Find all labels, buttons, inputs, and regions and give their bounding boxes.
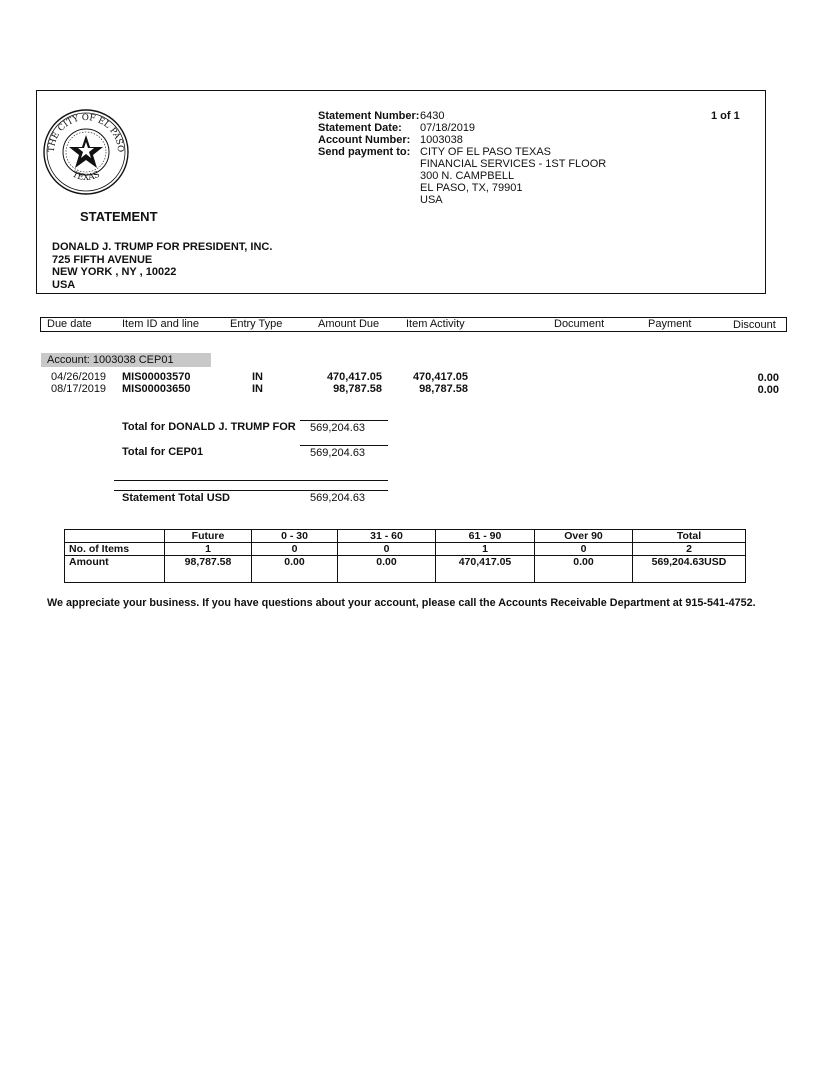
seal-bottom-text: TEXAS: [70, 169, 102, 184]
aging-items-0-30: 0: [252, 543, 338, 556]
aging-amount-row: [65, 556, 746, 583]
totals-rule-2: [300, 445, 388, 446]
row-2-item-activity: 98,787.58: [419, 383, 468, 395]
col-discount: Discount: [733, 319, 776, 331]
total-cep-label: Total for CEP01: [122, 446, 204, 458]
aging-items-over-90: 0: [535, 543, 633, 556]
row-1-due-date: 04/26/2019: [51, 371, 107, 383]
aging-items-61-90: 1: [436, 543, 535, 556]
total-customer-value: 569,204.63: [310, 422, 366, 434]
totals-rule-3: [114, 480, 388, 481]
recipient-line-2: 725 FIFTH AVENUE: [52, 254, 153, 266]
aging-amount-31-60: 0.00: [338, 556, 436, 583]
aging-amount-over-90: 0.00: [535, 556, 633, 583]
svg-text:TEXAS: [70, 170, 101, 184]
aging-amount-0-30: 0.00: [252, 556, 338, 583]
row-2-item-id: MIS00003650: [122, 383, 191, 395]
row-1-amount-due: 470,417.05: [326, 371, 382, 383]
page-indicator: 1 of 1: [711, 110, 740, 122]
total-customer-label: Total for DONALD J. TRUMP FOR: [122, 421, 296, 433]
aging-summary-table: [64, 529, 746, 583]
aging-items-row: [65, 543, 746, 556]
totals-rule-1: [300, 420, 388, 421]
row-2-due-date: 08/17/2019: [51, 383, 107, 395]
aging-header-over-90: Over 90: [535, 530, 633, 543]
col-item-id: Item ID and line: [122, 318, 200, 330]
statement-number-label: Statement Number:: [318, 110, 420, 122]
account-group-label: Account: 1003038 CEP01: [41, 353, 211, 367]
payee-line-2: FINANCIAL SERVICES - 1ST FLOOR: [420, 158, 607, 170]
row-2-amount-due: 98,787.58: [333, 383, 382, 395]
aging-header-future: Future: [165, 530, 252, 543]
aging-items-future: 1: [165, 543, 252, 556]
aging-header-0-30: 0 - 30: [252, 530, 338, 543]
col-payment: Payment: [648, 318, 692, 330]
row-2-entry-type: IN: [252, 383, 263, 395]
aging-header-blank: [65, 530, 165, 543]
payee-line-4: EL PASO, TX, 79901: [420, 182, 523, 194]
payee-line-5: USA: [420, 194, 443, 206]
aging-header-total: Total: [633, 530, 746, 543]
col-item-activity: Item Activity: [406, 318, 465, 330]
statement-date-label: Statement Date:: [318, 122, 402, 134]
payee-line-1: CITY OF EL PASO TEXAS: [420, 146, 552, 158]
row-1-entry-type: IN: [252, 371, 263, 383]
city-seal-logo: [42, 108, 130, 196]
row-2-discount: 0.00: [757, 384, 779, 396]
aging-header-31-60: 31 - 60: [338, 530, 436, 543]
aging-items-31-60: 0: [338, 543, 436, 556]
col-document: Document: [554, 318, 605, 330]
recipient-line-3: NEW YORK , NY , 10022: [52, 266, 177, 278]
col-entry-type: Entry Type: [230, 318, 283, 330]
statement-number-value: 6430: [420, 110, 445, 122]
account-number-label: Account Number:: [318, 134, 411, 146]
total-cep-value: 569,204.63: [310, 447, 366, 459]
footer-note: We appreciate your business. If you have questions about your account, please call the Accounts Receivable Department at 915-541-4752.: [47, 597, 756, 609]
aging-amount-label: Amount: [65, 556, 165, 583]
statement-date-value: 07/18/2019: [420, 122, 476, 134]
aging-amount-61-90: 470,417.05: [436, 556, 535, 583]
account-number-value: 1003038: [420, 134, 463, 146]
aging-header-row: [65, 530, 746, 543]
row-1-item-id: MIS00003570: [122, 371, 191, 383]
col-due-date: Due date: [47, 318, 92, 330]
aging-header-61-90: 61 - 90: [436, 530, 535, 543]
totals-rule-4: [114, 490, 388, 491]
send-payment-label: Send payment to:: [318, 146, 411, 158]
statement-title: STATEMENT: [80, 209, 158, 224]
col-amount-due: Amount Due: [318, 318, 380, 330]
aging-amount-future: 98,787.58: [165, 556, 252, 583]
recipient-line-1: DONALD J. TRUMP FOR PRESIDENT, INC.: [52, 241, 273, 253]
statement-total-label: Statement Total USD: [122, 492, 230, 504]
statement-total-value: 569,204.63: [310, 492, 366, 504]
aging-amount-total: 569,204.63USD: [633, 556, 746, 583]
row-1-discount: 0.00: [757, 372, 779, 384]
payee-line-3: 300 N. CAMPBELL: [420, 170, 515, 182]
seal-top-text: THE CITY OF EL PASO: [46, 112, 126, 153]
aging-items-label: No. of Items: [65, 543, 165, 556]
row-1-item-activity: 470,417.05: [412, 371, 468, 383]
aging-items-total: 2: [633, 543, 746, 556]
recipient-line-4: USA: [52, 279, 76, 291]
